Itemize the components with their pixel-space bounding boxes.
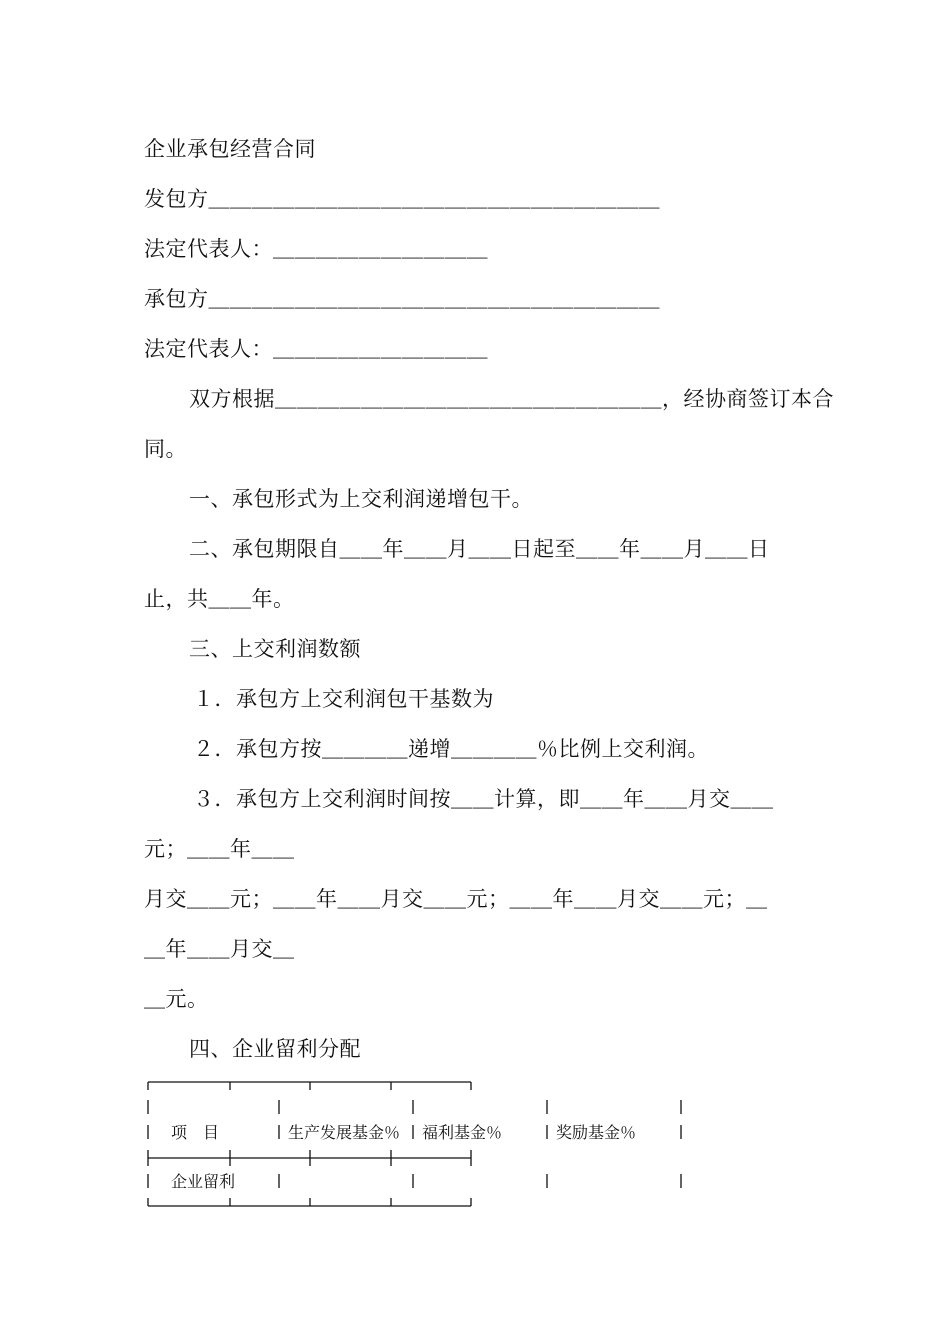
clause-3-item-3-line-3: 月交＿＿元；＿＿年＿＿月交＿＿元；＿＿年＿＿月交＿＿元；＿ — [144, 887, 768, 911]
table-header-welfare-fund: 福利基金％ — [422, 1123, 503, 1142]
clause-3-item-3-line-4: ＿年＿＿月交＿ — [144, 937, 295, 961]
clause-3-item-3-line-2: 元；＿＿年＿＿ — [144, 837, 295, 861]
document-title: 企业承包经营合同 — [144, 137, 316, 161]
party-b-representative-line: 法定代表人：＿＿＿＿＿＿＿＿＿＿ — [144, 337, 488, 361]
clause-1: 一、承包形式为上交利润递增包干。 — [189, 487, 533, 511]
party-a-line: 发包方＿＿＿＿＿＿＿＿＿＿＿＿＿＿＿＿＿＿＿＿＿ — [144, 187, 660, 211]
clause-3-item-3-line-5: ＿元。 — [144, 987, 209, 1011]
preamble-line-2: 同。 — [144, 437, 187, 461]
table-row-label: 企业留利 — [171, 1172, 236, 1191]
table-header-bonus-fund: 奖励基金％ — [556, 1123, 637, 1142]
preamble-line-1: 双方根据＿＿＿＿＿＿＿＿＿＿＿＿＿＿＿＿＿＿，经协商签订本合 — [189, 387, 834, 411]
clause-3-item-3-line-1: ３．承包方上交利润时间按＿＿计算，即＿＿年＿＿月交＿＿ — [193, 787, 774, 811]
clause-4-heading: 四、企业留利分配 — [189, 1037, 361, 1061]
party-b-line: 承包方＿＿＿＿＿＿＿＿＿＿＿＿＿＿＿＿＿＿＿＿＿ — [144, 287, 660, 311]
clause-3-item-1: １．承包方上交利润包干基数为 — [193, 687, 494, 711]
clause-3-item-2: ２．承包方按＿＿＿＿递增＿＿＿＿％比例上交利润。 — [193, 737, 709, 761]
party-a-representative-line: 法定代表人：＿＿＿＿＿＿＿＿＿＿ — [144, 237, 488, 261]
clause-3-heading: 三、上交利润数额 — [189, 637, 361, 661]
retained-profit-table — [147, 1080, 687, 1210]
clause-2-line-2: 止，共＿＿年。 — [144, 587, 295, 611]
table-header-production-fund: 生产发展基金％ — [288, 1123, 401, 1142]
clause-2-line-1: 二、承包期限自＿＿年＿＿月＿＿日起至＿＿年＿＿月＿＿日 — [189, 537, 770, 561]
table-header-item: 项 目 — [171, 1123, 220, 1142]
